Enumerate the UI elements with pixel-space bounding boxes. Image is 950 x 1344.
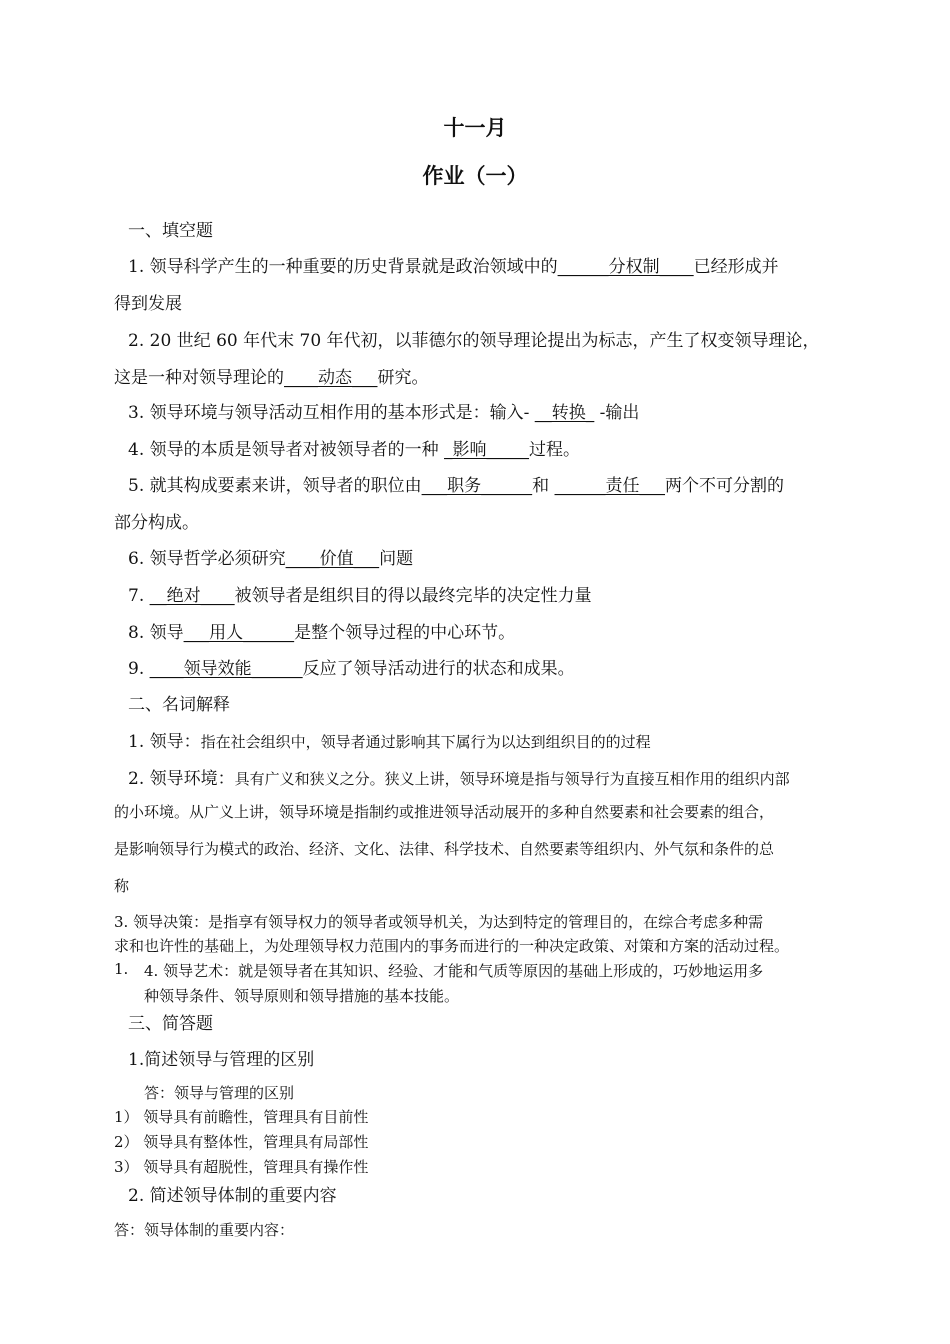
answer-1-item: 2） 领导具有整体性，管理具有局部性 xyxy=(114,1133,369,1151)
definition-3-line1: 3. 领导决策：是指享有领导权力的领导者或领导机关，为达到特定的管理目的，在综合考虑多种需 xyxy=(114,913,764,931)
answer-blank: __转换_ xyxy=(534,403,595,423)
question-text: 和 xyxy=(532,476,555,496)
short-question-1: 1.简述领导与管理的区别 xyxy=(128,1050,315,1070)
question-1 xyxy=(128,252,779,277)
definition-term: 2. 领导环境： xyxy=(128,769,235,789)
question-text: 4. 领导的本质是领导者对被领导者的一种 xyxy=(128,440,445,460)
question-4 xyxy=(128,435,580,460)
answer-blank: ______分权制____ xyxy=(557,257,694,277)
question-text: 1. 领导科学产生的一种重要的历史背景就是政治领域中的 xyxy=(128,257,558,277)
definition-2-line4: 称 xyxy=(114,877,130,895)
question-3 xyxy=(128,398,639,423)
question-9 xyxy=(128,654,575,679)
question-2-line2 xyxy=(114,363,429,388)
answer-blank: _影响_____ xyxy=(444,440,530,460)
question-text: 8. 领导 xyxy=(128,623,184,643)
answer-1-intro: 答：领导与管理的区别 xyxy=(144,1084,295,1102)
question-text: 已经形成并 xyxy=(693,257,779,277)
answer-blank: ___用人______ xyxy=(183,623,295,643)
question-text: 被领导者是组织目的得以最终完毕的决定性力量 xyxy=(234,586,592,606)
question-text: 这是一种对领导理论的 xyxy=(114,368,284,388)
question-7 xyxy=(128,581,592,606)
question-text: -输出 xyxy=(594,403,640,423)
definition-4-line1: 4. 领导艺术：就是领导者在其知识、经验、才能和气质等原因的基础上形成的，巧妙地运用多 xyxy=(144,962,764,980)
answer-1-item: 1） 领导具有前瞻性，管理具有目前性 xyxy=(114,1108,369,1126)
definition-2-line1 xyxy=(128,764,790,789)
page-subtitle: 作业（一） xyxy=(422,163,528,188)
question-8 xyxy=(128,618,515,643)
question-text: 过程。 xyxy=(529,440,581,460)
question-text: 研究。 xyxy=(377,368,429,388)
definition-text: 具有广义和狭义之分。狭义上讲，领导环境是指与领导行为直接互相作用的组织内部 xyxy=(234,770,790,788)
section-heading-definitions: 二、名词解释 xyxy=(128,695,230,715)
question-5 xyxy=(128,471,784,496)
question-text: 3. 领导环境与领导活动互相作用的基本形式是：输入- xyxy=(128,403,535,423)
question-5-cont: 部分构成。 xyxy=(114,513,199,533)
definition-3-line2: 求和也许性的基础上，为处理领导权力范围内的事务而进行的一种决定政策、对策和方案的活动过程。 xyxy=(114,937,790,955)
definition-text: 指在社会组织中，领导者通过影响其下属行为以达到组织目的的过程 xyxy=(200,733,651,751)
answer-1-item: 3） 领导具有超脱性，管理具有操作性 xyxy=(114,1158,369,1176)
definition-2-line3: 是影响领导行为模式的政治、经济、文化、法律、科学技术、自然要素等组织内、外气氛和条件的总 xyxy=(114,840,775,858)
question-text: 5. 就其构成要素来讲，领导者的职位由 xyxy=(128,476,422,496)
answer-blank: ____领导效能______ xyxy=(149,659,303,679)
answer-blank: ____价值___ xyxy=(285,549,380,569)
question-1-cont: 得到发展 xyxy=(114,294,182,314)
answer-2-intro: 答：领导体制的重要内容： xyxy=(114,1221,295,1239)
answer-blank: __绝对____ xyxy=(149,586,235,606)
answer-blank: ______责任___ xyxy=(554,476,666,496)
definition-1 xyxy=(128,727,651,752)
section-heading-fill-blank: 一、填空题 xyxy=(128,221,213,241)
answer-blank: ____动态___ xyxy=(284,368,378,388)
question-text: 两个不可分割的 xyxy=(665,476,785,496)
short-question-2: 2. 简述领导体制的重要内容 xyxy=(128,1186,337,1206)
question-text: 7. xyxy=(128,586,150,606)
question-2-line1: 2. 20 世纪 60 年代末 70 年代初，以菲德尔的领导理论提出为标志，产生了权变领导理论， xyxy=(128,331,820,351)
question-text: 6. 领导哲学必须研究 xyxy=(128,549,286,569)
section-heading-short-answer: 三、简答题 xyxy=(128,1014,213,1034)
page-title: 十一月 xyxy=(443,115,507,140)
definition-term: 1. 领导： xyxy=(128,732,201,752)
question-text: 是整个领导过程的中心环节。 xyxy=(294,623,516,643)
definition-4-line2: 种领导条件、领导原则和领导措施的基本技能。 xyxy=(144,987,460,1005)
question-text: 反应了领导活动进行的状态和成果。 xyxy=(302,659,575,679)
definition-2-line2: 的小环境。从广义上讲，领导环境是指制约或推进领导活动展开的多种自然要素和社会要素的组合， xyxy=(114,803,775,821)
list-marker: 1. xyxy=(114,960,129,978)
question-text: 问题 xyxy=(379,549,414,569)
question-6 xyxy=(128,544,413,569)
question-text: 9. xyxy=(128,659,150,679)
answer-blank: ___职务______ xyxy=(421,476,533,496)
